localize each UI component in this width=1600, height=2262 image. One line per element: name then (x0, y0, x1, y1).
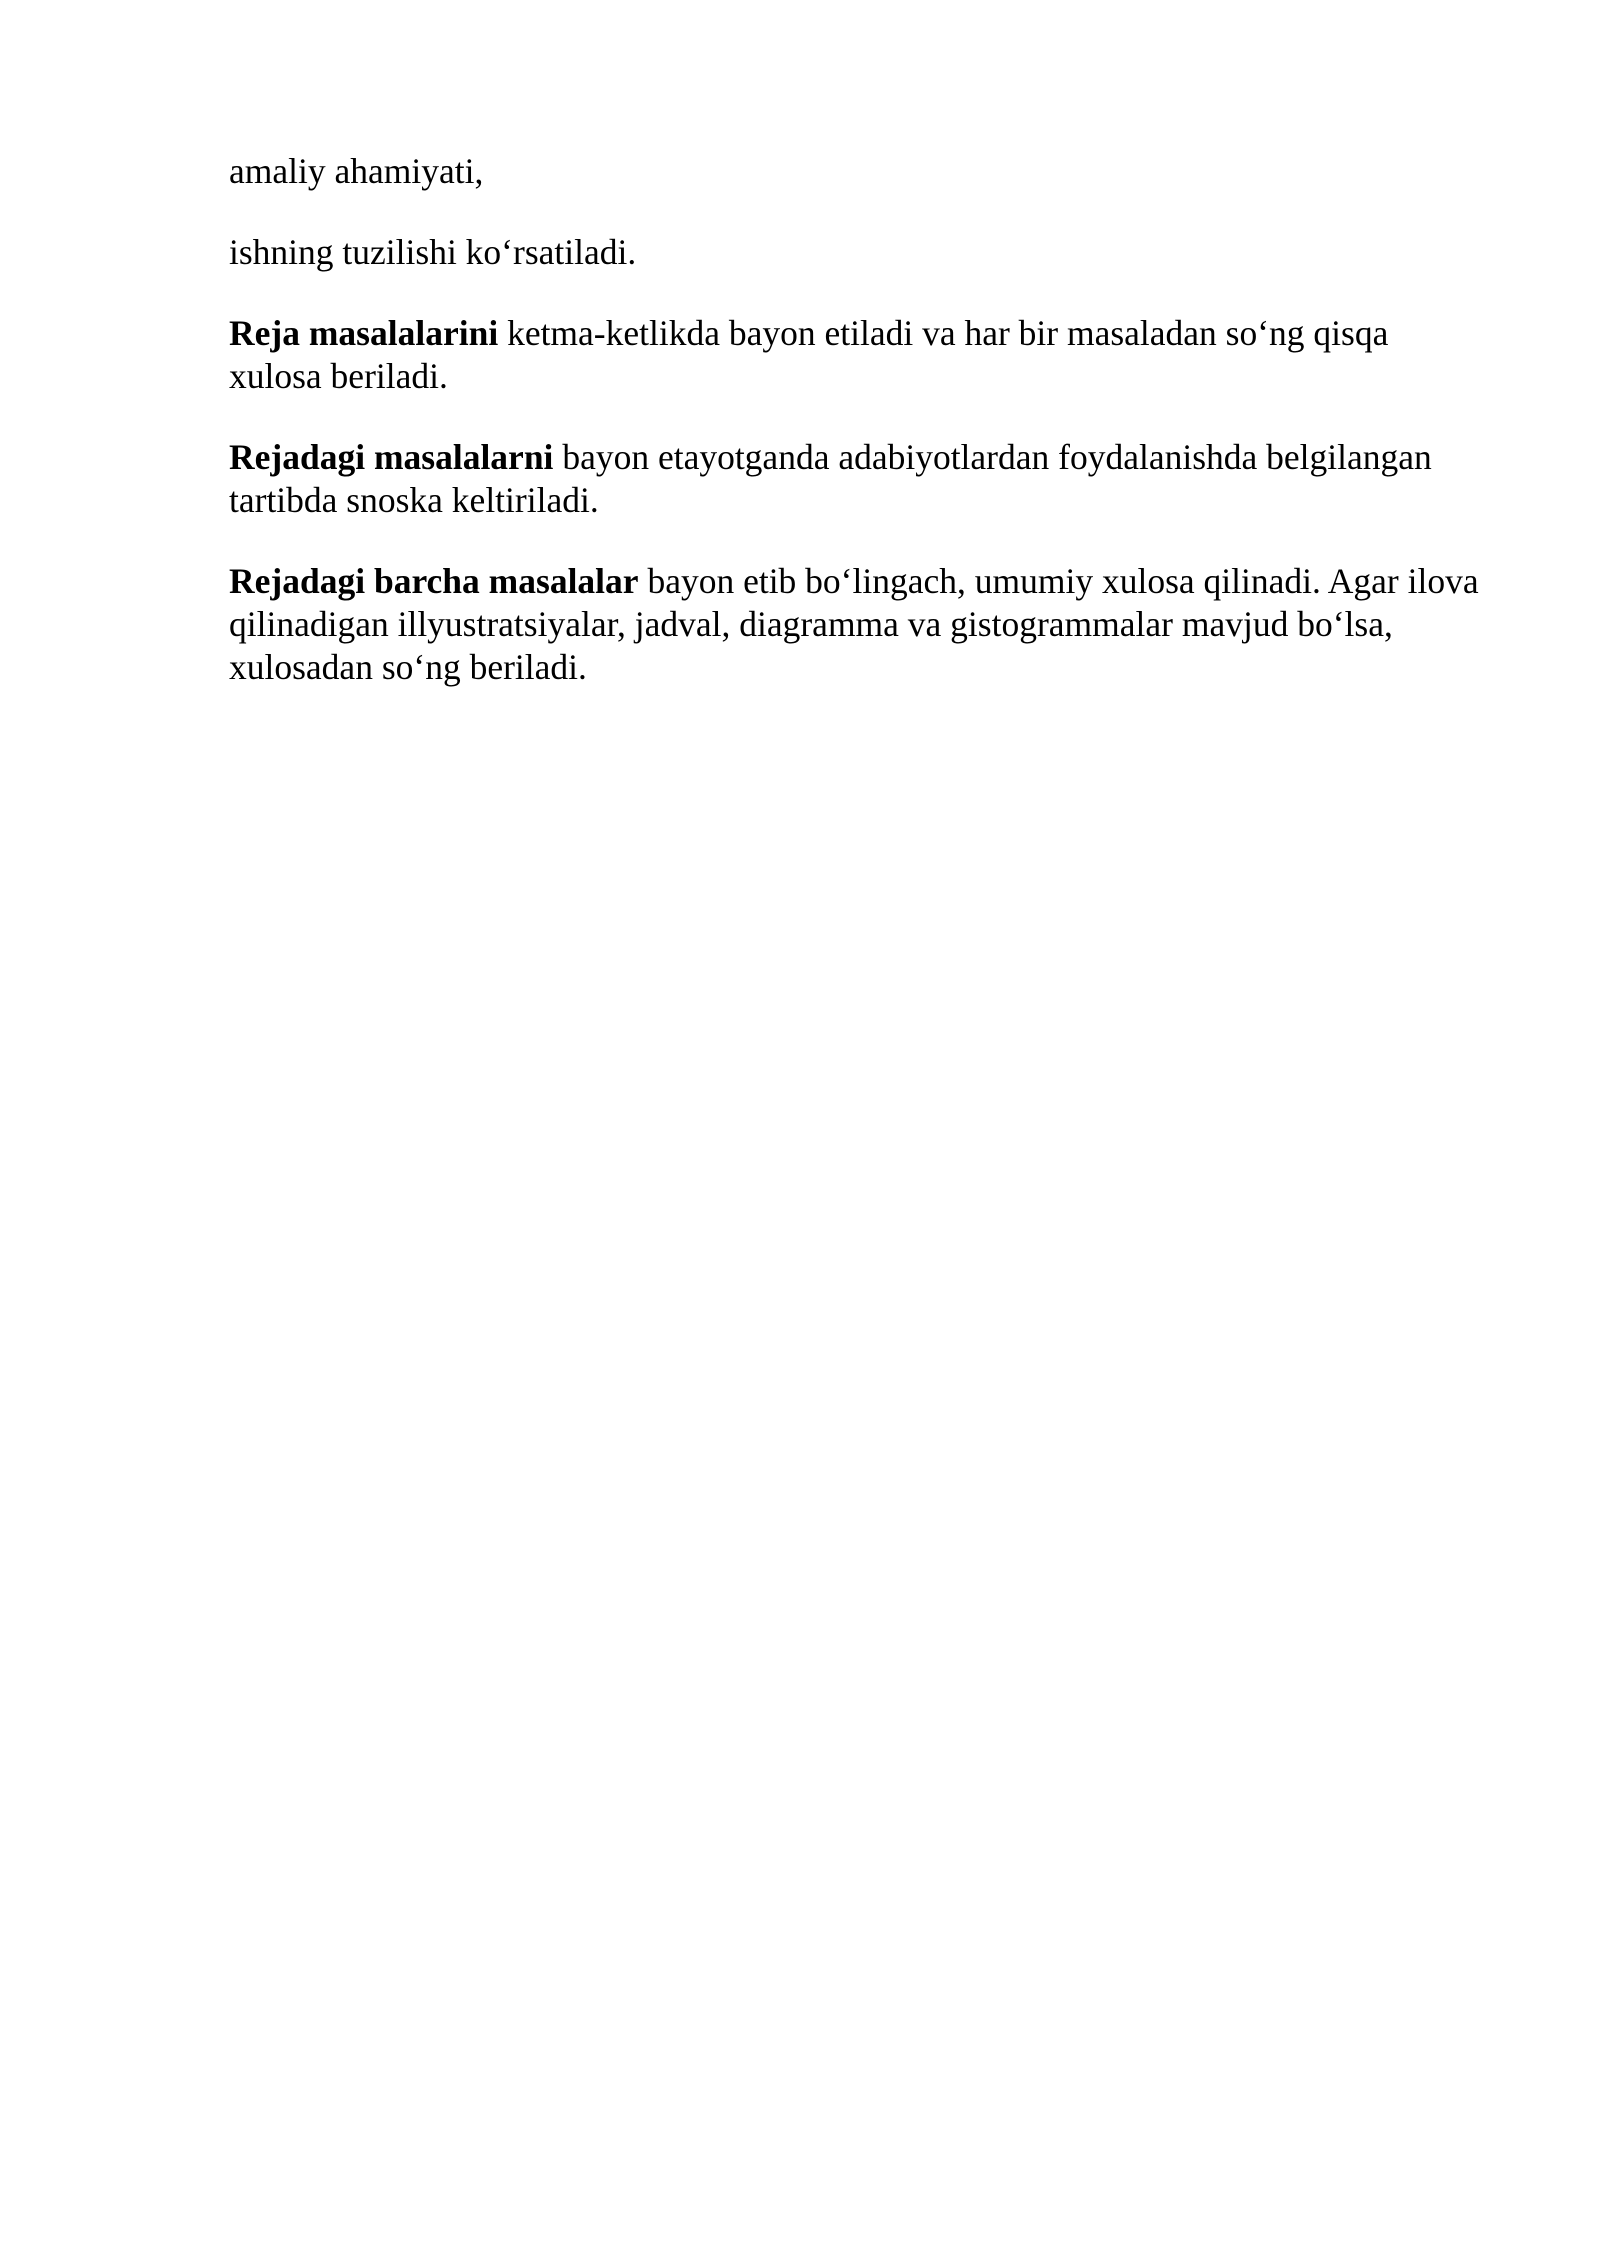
paragraph-bold-lead: Rejadagi barcha masalalar (229, 561, 639, 601)
paragraph-text: amaliy ahamiyati, (229, 151, 484, 191)
paragraph-text: bayon etayotganda adabiyotlardan foydalanishda belgilangan tartibda snoska keltiriladi. (229, 437, 1432, 520)
paragraph-amaliy-ahamiyati (229, 150, 1489, 193)
paragraph-text: bayon etib bo‘lingach, umumiy xulosa qilinadi. Agar ilova qilinadigan illyustratsiyalar, jadval, diagramma va gistogrammalar mavjud bo‘lsa, xulosadan so‘ng beriladi. (229, 561, 1479, 687)
paragraph-rejadagi-masalalarni (229, 436, 1489, 522)
document-body (229, 150, 1489, 727)
paragraph-bold-lead: Reja masalalarini (229, 313, 499, 353)
paragraph-ishning-tuzilishi (229, 231, 1489, 274)
paragraph-text: ishning tuzilishi ko‘rsatiladi. (229, 232, 637, 272)
paragraph-text: ketma-ketlikda bayon etiladi va har bir masaladan so‘ng qisqa xulosa beriladi. (229, 313, 1389, 396)
paragraph-bold-lead: Rejadagi masalalarni (229, 437, 554, 477)
paragraph-rejadagi-barcha-masalalar (229, 560, 1489, 689)
paragraph-reja-masalalarini (229, 312, 1489, 398)
